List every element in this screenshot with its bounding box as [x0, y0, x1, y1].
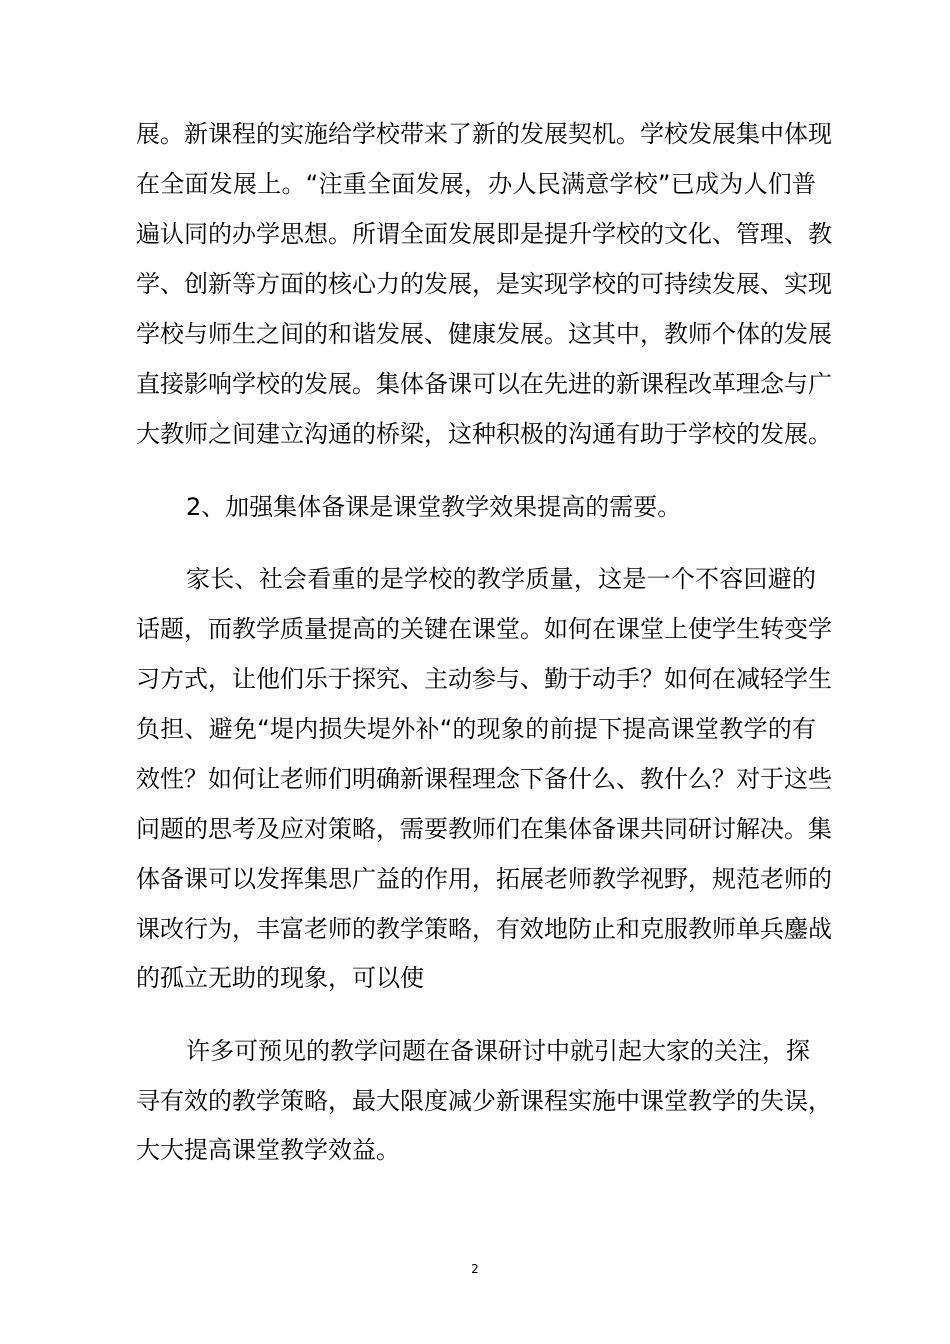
paragraph-1-line: 大教师之间建立沟通的桥梁，这种积极的沟通有助于学校的发展。 — [136, 420, 832, 448]
paragraph-2-line: 习方式，让他们乐于探究、主动参与、勤于动手？如何在减轻学生 — [136, 665, 832, 693]
paragraph-2-line: 体备课可以发挥集思广益的作用，拓展老师教学视野，规范老师的 — [136, 865, 832, 893]
paragraph-2-line: 的孤立无助的现象，可以使 — [136, 964, 424, 992]
paragraph-1-line: 直接影响学校的发展。集体备课可以在先进的新课程改革理念与广 — [136, 370, 832, 398]
paragraph-1-line: 学校与师生之间的和谐发展、健康发展。这其中，教师个体的发展 — [136, 320, 832, 348]
paragraph-1-line: 遍认同的办学思想。所谓全面发展即是提升学校的文化、管理、教 — [136, 220, 832, 248]
paragraph-1-line: 展。新课程的实施给学校带来了新的发展契机。学校发展集中体现 — [136, 120, 832, 148]
paragraph-3-line: 许多可预见的教学问题在备课研讨中就引起大家的关注，探 — [186, 1037, 810, 1065]
paragraph-2-line: 家长、社会看重的是学校的教学质量，这是一个不容回避的 — [186, 565, 816, 593]
paragraph-2-line: 效性？如何让老师们明确新课程理念下备什么、教什么？对于这些 — [136, 765, 832, 793]
paragraph-2-line: 话题，而教学质量提高的关键在课堂。如何在课堂上使学生转变学 — [136, 615, 832, 643]
paragraph-2-line: 问题的思考及应对策略，需要教师们在集体备课共同研讨解决。集 — [136, 815, 832, 843]
paragraph-2-line: 负担、避免“堤内损失堤外补“的现象的前提下提高课堂教学的有 — [136, 715, 816, 743]
section-heading: 2、加强集体备课是课堂教学效果提高的需要。 — [186, 493, 682, 521]
paragraph-1-line: 学、创新等方面的核心力的发展，是实现学校的可持续发展、实现 — [136, 270, 832, 298]
page-number: 2 — [471, 1262, 479, 1276]
paragraph-1-line: 在全面发展上。“注重全面发展，办人民满意学校”已成为人们普 — [136, 170, 816, 198]
paragraph-3-line: 大大提高课堂教学效益。 — [136, 1136, 400, 1164]
paragraph-2-line: 课改行为，丰富老师的教学策略，有效地防止和克服教师单兵鏖战 — [136, 915, 832, 943]
paragraph-3-line: 寻有效的教学策略，最大限度减少新课程实施中课堂教学的失误， — [136, 1087, 832, 1115]
